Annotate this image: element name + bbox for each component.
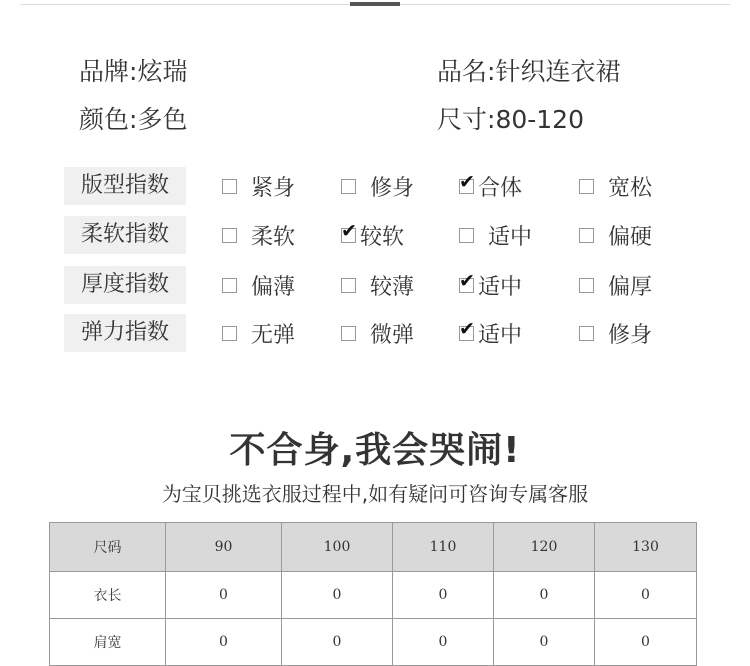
- checkbox-icon[interactable]: [222, 179, 237, 194]
- index-option-label: 修身: [370, 175, 415, 201]
- checkbox-icon[interactable]: [579, 228, 594, 243]
- index-option[interactable]: [459, 314, 522, 352]
- size-table-header-cell: 110: [393, 523, 494, 572]
- table-cell: 0: [595, 619, 697, 666]
- checked-checkbox-icon[interactable]: [459, 326, 474, 341]
- index-option[interactable]: [222, 314, 295, 352]
- product-name-value: 针织连衣裙: [495, 57, 621, 86]
- brand-info: [79, 52, 187, 88]
- index-option-label: 合体: [478, 175, 523, 201]
- table-row: [50, 572, 697, 619]
- brand-value: 炫瑞: [137, 57, 188, 86]
- checkbox-icon[interactable]: [341, 179, 356, 194]
- checkbox-icon[interactable]: [341, 326, 356, 341]
- index-option[interactable]: [459, 266, 522, 304]
- index-option[interactable]: [579, 266, 652, 304]
- index-option[interactable]: [579, 314, 652, 352]
- table-cell-measure: 肩宽: [50, 619, 166, 666]
- table-cell: 0: [393, 572, 494, 619]
- product-name-info: [437, 52, 620, 88]
- index-option-label: 适中: [488, 224, 533, 250]
- index-row: [64, 167, 704, 205]
- checkbox-icon[interactable]: [222, 228, 237, 243]
- checkbox-icon[interactable]: [459, 228, 474, 243]
- table-cell: 0: [282, 572, 393, 619]
- index-option[interactable]: [341, 167, 414, 205]
- size-info: [437, 100, 584, 136]
- table-cell: 0: [595, 572, 697, 619]
- table-cell: 0: [282, 619, 393, 666]
- index-option[interactable]: [341, 216, 404, 254]
- promo-subtitle: 为宝贝挑选衣服过程中,如有疑问可咨询专属客服: [161, 482, 589, 506]
- index-label: 版型指数: [64, 167, 186, 205]
- index-option-label: 较软: [360, 224, 405, 250]
- index-option[interactable]: [341, 314, 414, 352]
- index-option[interactable]: [222, 216, 295, 254]
- index-option-label: 偏厚: [608, 274, 653, 300]
- index-row: [64, 216, 704, 254]
- size-table-header-cell: 100: [282, 523, 393, 572]
- index-option[interactable]: [579, 167, 652, 205]
- index-option-label: 适中: [478, 322, 523, 348]
- index-row: [64, 266, 704, 304]
- checkbox-icon[interactable]: [222, 326, 237, 341]
- index-option-label: 紧身: [251, 175, 296, 201]
- table-cell: 0: [494, 619, 595, 666]
- table-cell: 0: [393, 619, 494, 666]
- promo-title: 不合身,我会哭闹!: [229, 430, 521, 471]
- index-option[interactable]: [222, 167, 295, 205]
- index-option[interactable]: [341, 266, 414, 304]
- checkbox-icon[interactable]: [341, 278, 356, 293]
- table-row: [50, 619, 697, 666]
- size-table-header-cell: 尺码: [50, 523, 166, 572]
- color-value: 多色: [137, 105, 188, 134]
- size-table-header-row: [50, 523, 697, 572]
- table-cell-measure: 衣长: [50, 572, 166, 619]
- checkbox-icon[interactable]: [222, 278, 237, 293]
- index-option-label: 偏硬: [608, 224, 653, 250]
- table-cell: 0: [494, 572, 595, 619]
- size-table: [49, 522, 697, 666]
- index-option-label: 偏薄: [251, 274, 296, 300]
- size-table-header-cell: 90: [166, 523, 282, 572]
- index-option-label: 修身: [608, 322, 653, 348]
- index-option[interactable]: [459, 167, 522, 205]
- index-label: 厚度指数: [64, 266, 186, 304]
- brand-label: 品牌:: [79, 57, 138, 86]
- checked-checkbox-icon[interactable]: [341, 228, 356, 243]
- size-table-header-cell: 120: [494, 523, 595, 572]
- table-cell: 0: [166, 619, 282, 666]
- checkbox-icon[interactable]: [579, 278, 594, 293]
- index-option-label: 柔软: [251, 224, 296, 250]
- index-label: 柔软指数: [64, 216, 186, 254]
- size-table-header-cell: 130: [595, 523, 697, 572]
- checked-checkbox-icon[interactable]: [459, 179, 474, 194]
- index-option-label: 无弹: [251, 322, 296, 348]
- size-value: 80-120: [495, 105, 584, 134]
- checkbox-icon[interactable]: [579, 179, 594, 194]
- product-name-label: 品名:: [437, 57, 496, 86]
- checkbox-icon[interactable]: [579, 326, 594, 341]
- index-option-label: 适中: [478, 274, 523, 300]
- index-label: 弹力指数: [64, 314, 186, 352]
- size-label: 尺寸:: [437, 105, 496, 134]
- index-option-label: 较薄: [370, 274, 415, 300]
- index-option-label: 微弹: [370, 322, 415, 348]
- top-tab-indicator: [350, 2, 400, 6]
- index-option[interactable]: [459, 216, 532, 254]
- color-label: 颜色:: [79, 105, 138, 134]
- color-info: [79, 100, 187, 136]
- table-cell: 0: [166, 572, 282, 619]
- index-row: [64, 314, 704, 352]
- index-option-label: 宽松: [608, 175, 653, 201]
- checked-checkbox-icon[interactable]: [459, 278, 474, 293]
- index-option[interactable]: [579, 216, 652, 254]
- index-option[interactable]: [222, 266, 295, 304]
